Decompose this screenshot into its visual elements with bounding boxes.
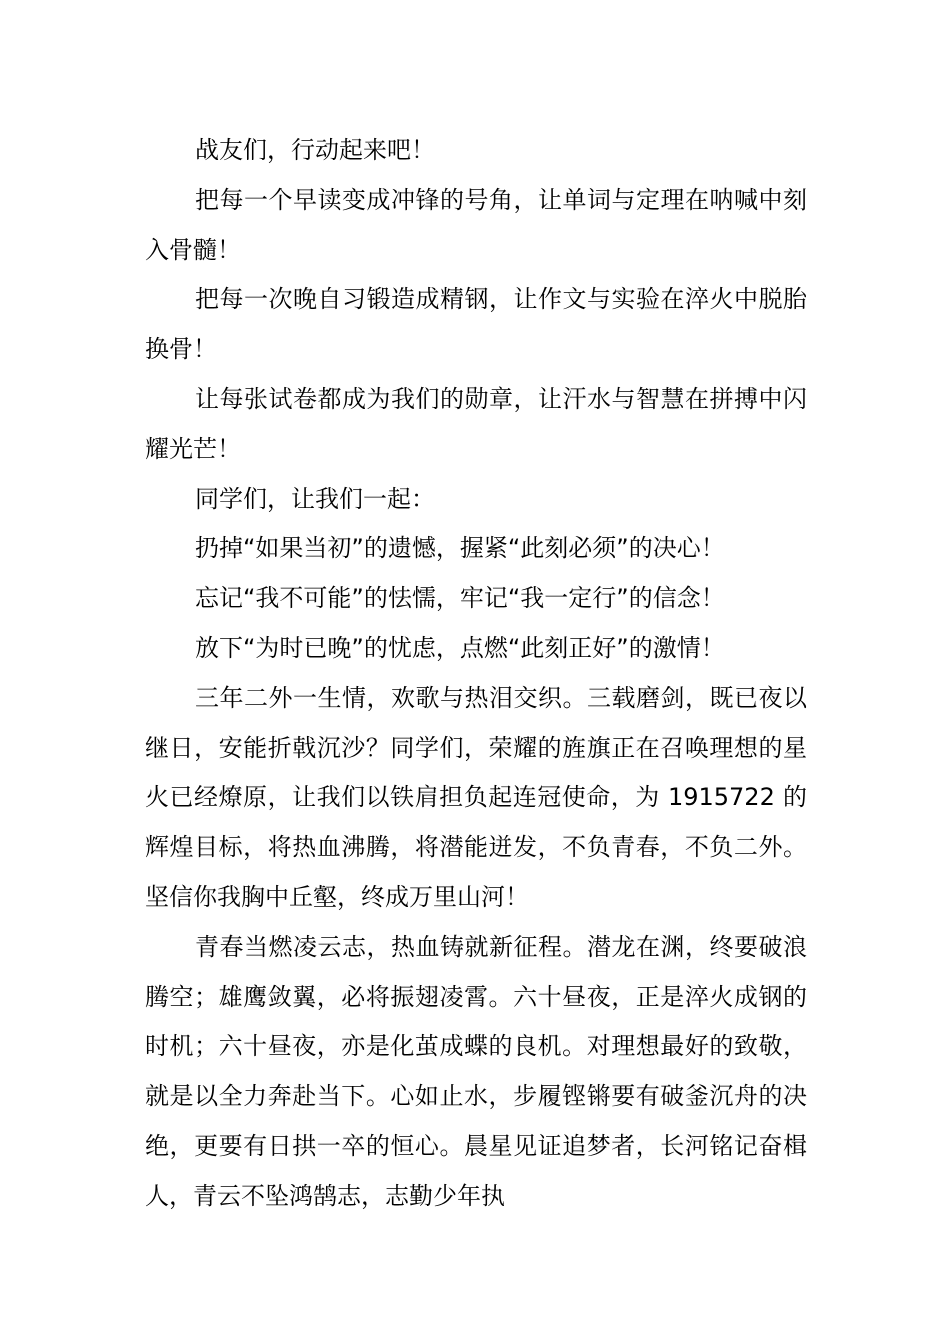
paragraph: 扔掉“如果当初”的遗憾，握紧“此刻必须”的决心！ <box>195 534 725 563</box>
paragraph: 放下“为时已晚”的忧虑，点燃“此刻正好”的激情！ <box>195 633 725 662</box>
document-body <box>145 126 807 1222</box>
paragraph: 同学们，让我们一起： <box>195 484 435 513</box>
paragraph: 让每张试卷都成为我们的勋章，让汗水与智慧在拼搏中闪耀光芒！ <box>145 384 807 463</box>
paragraph: 战友们，行动起来吧！ <box>195 136 435 164</box>
paragraph: 青春当燃凌云志，热血铸就新征程。潜龙在渊，终要破浪腾空；雄鹰敛翼，必将振翅凌霄。六十昼夜，正是淬火成钢的时机；六十昼夜，亦是化茧成蝶的良机。对理想最好的致敬，就是以全力奔赴当下。心如止水，步履铿锵要有破釜沉舟的决绝，更要有日拱一卒的恒心。晨星见证追梦者，长河铭记奋楫人，青云不坠鸿鹄志，志勤少年执 <box>145 932 807 1210</box>
paragraph: 把每一个早读变成冲锋的号角，让单词与定理在呐喊中刻入骨髓！ <box>145 185 807 264</box>
paragraph: 忘记“我不可能”的怯懦，牢记“我一定行”的信念！ <box>195 584 725 613</box>
paragraph: 三年二外一生情，欢歌与热泪交织。三载磨剑，既已夜以继日，安能折戟沉沙？同学们，荣耀的旌旗正在召唤理想的星火已经燎原，让我们以铁肩担负起连冠使命，为 1915722 的辉煌目标，将热血沸腾，将潜能迸发，不负青春，不负二外。坚信你我胸中丘壑，终成万里山河！ <box>145 683 807 911</box>
paragraph: 把每一次晚自习锻造成精钢，让作文与实验在淬火中脱胎换骨！ <box>145 285 807 364</box>
